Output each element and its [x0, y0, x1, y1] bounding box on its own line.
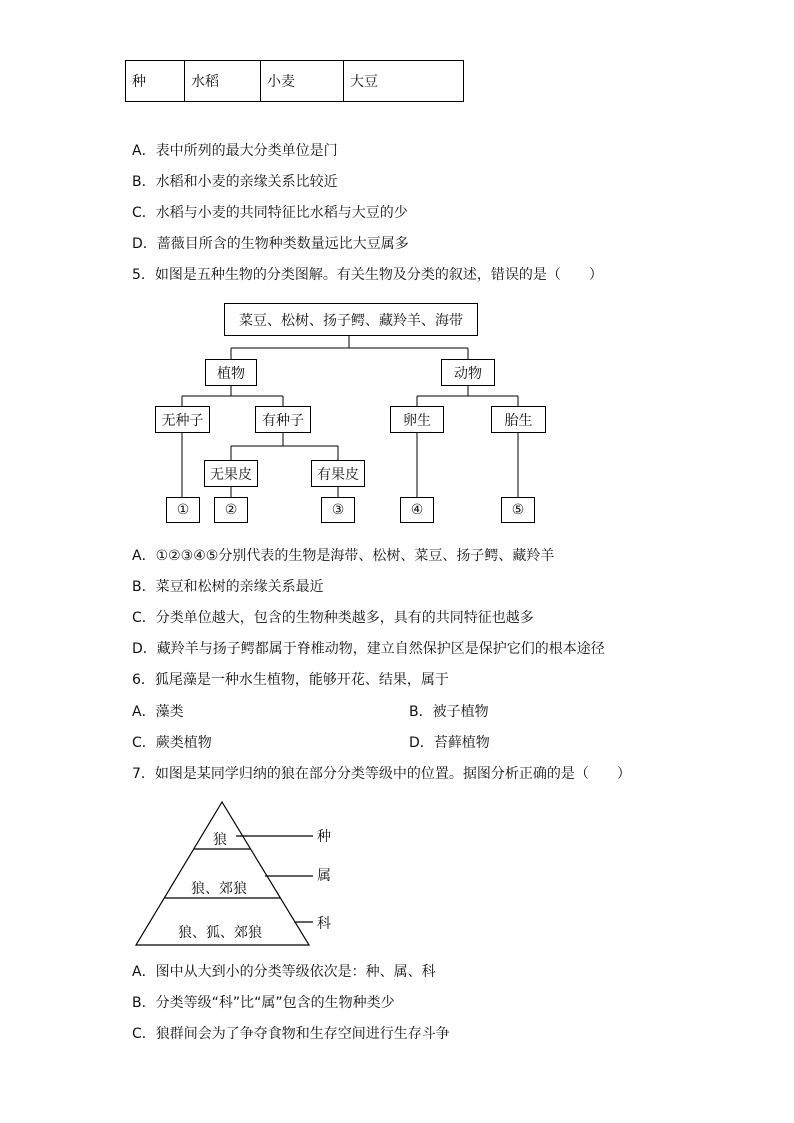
q7-option-b: B．分类等级“科”比“属”包含的生物种类少	[132, 995, 395, 1011]
diagram-no-seed-box: 无种子	[155, 406, 210, 433]
table-cell: 种	[126, 61, 185, 102]
diagram-leaf-1: ①	[166, 497, 200, 523]
q6-option-b: B．被子植物	[409, 704, 489, 720]
q6-option-c: C．蕨类植物	[132, 735, 212, 751]
table-cell: 小麦	[261, 61, 344, 102]
pyramid-level-3: 狼、狐、郊狼	[178, 925, 262, 941]
pyramid-level-2: 狼、郊狼	[191, 881, 247, 897]
q5-option-b: B．菜豆和松树的亲缘关系最近	[132, 579, 324, 595]
pyramid-rank-species: 种	[317, 829, 331, 845]
diagram-has-peel-box: 有果皮	[311, 460, 365, 487]
q5-stem: 5．如图是五种生物的分类图解。有关生物及分类的叙述，错误的是（ ）	[132, 267, 603, 283]
q5-option-a: A．①②③④⑤分别代表的生物是海带、松树、菜豆、扬子鳄、藏羚羊	[132, 548, 555, 564]
diagram-leaf-3: ③	[321, 497, 355, 523]
q4-option-a: A．表中所列的最大分类单位是门	[132, 143, 338, 159]
diagram-leaf-2: ②	[214, 497, 248, 523]
q4-option-b: B．水稻和小麦的亲缘关系比较近	[132, 174, 338, 190]
diagram-leaf-5: ⑤	[501, 497, 535, 523]
diagram-leaf-4: ④	[400, 497, 434, 523]
pyramid-rank-family: 科	[317, 916, 331, 932]
q6-option-d: D．苔藓植物	[409, 735, 490, 751]
q6-stem: 6．狐尾藻是一种水生植物，能够开花、结果，属于	[132, 672, 449, 688]
diagram-viviparous-box: 胎生	[491, 406, 546, 433]
q7-stem: 7．如图是某同学归纳的狼在部分分类等级中的位置。据图分析正确的是（ ）	[132, 766, 631, 782]
table-cell: 水稻	[185, 61, 261, 102]
q6-option-a: A．藻类	[132, 704, 184, 720]
q5-option-d: D．藏羚羊与扬子鳄都属于脊椎动物，建立自然保护区是保护它们的根本途径	[132, 641, 605, 657]
diagram-oviparous-box: 卵生	[390, 406, 444, 433]
diagram-no-peel-box: 无果皮	[204, 460, 258, 487]
table-cell: 大豆	[344, 61, 464, 102]
q4-option-d: D．蔷薇目所含的生物种类数量远比大豆属多	[132, 236, 409, 252]
diagram-animal-box: 动物	[441, 359, 495, 386]
q7-option-a: A．图中从大到小的分类等级依次是：种、属、科	[132, 964, 436, 980]
diagram-plant-box: 植物	[205, 359, 257, 386]
pyramid-rank-genus: 属	[317, 868, 331, 884]
q4-option-c: C．水稻与小麦的共同特征比水稻与大豆的少	[132, 205, 408, 221]
q5-option-c: C．分类单位越大，包含的生物种类越多，具有的共同特征也越多	[132, 610, 534, 626]
pyramid-level-1: 狼	[213, 832, 227, 848]
q7-option-c: C．狼群间会为了争夺食物和生存空间进行生存斗争	[132, 1026, 450, 1042]
diagram-root-box: 菜豆、松树、扬子鳄、藏羚羊、海带	[224, 303, 478, 336]
diagram-has-seed-box: 有种子	[255, 406, 311, 433]
